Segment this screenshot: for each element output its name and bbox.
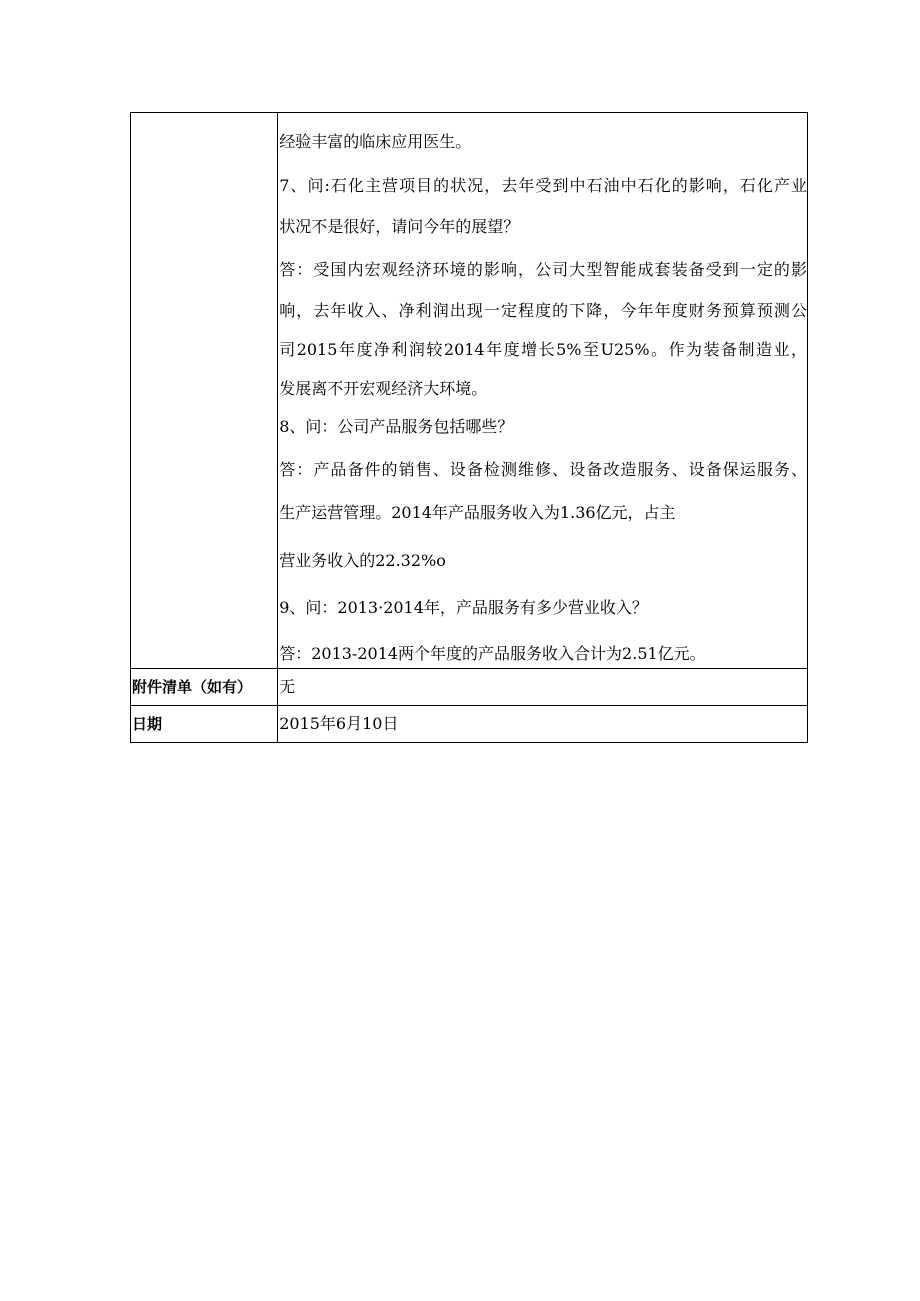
- text-line: 司2015年度净利润较2014年度增长5%至U25%。作为装备制造业，: [279, 340, 807, 359]
- content-label-cell: [131, 113, 278, 669]
- content-cell: [278, 113, 808, 669]
- text-line: 营业务收入的22.32%o: [279, 551, 446, 570]
- answer-8: 答：产品备件的销售、设备检测维修、设备改造服务、设备保运服务、: [279, 460, 807, 479]
- attachments-row: [131, 669, 808, 706]
- date-value: 2015年6月10日: [278, 706, 808, 743]
- text-line: 响，去年收入、净利润出现一定程度的下降，今年年度财务预算预测公: [279, 301, 807, 320]
- question-7: 7、问:石化主营项目的状况，去年受到中石油中石化的影响，石化产业: [279, 176, 807, 195]
- answer-9: 答：2013-2014两个年度的产品服务收入合计为2.51亿元。: [279, 644, 706, 663]
- record-table: [130, 112, 808, 743]
- date-row: [131, 706, 808, 743]
- question-9: 9、问：2013·2014年，产品服务有多少营业收入？: [279, 598, 648, 617]
- answer-7: 答：受国内宏观经济环境的影响，公司大型智能成套装备受到一定的影: [279, 260, 807, 279]
- text-line: 状况不是很好，请问今年的展望？: [279, 217, 520, 236]
- attachments-label: 附件清单（如有）: [131, 669, 278, 706]
- text-line: 生产运营管理。2014年产品服务收入为1.36亿元，占主: [279, 503, 676, 522]
- content-row: [131, 113, 808, 669]
- question-8: 8、问：公司产品服务包括哪些？: [279, 417, 514, 436]
- text-line: 经验丰富的临床应用医生。: [279, 132, 472, 151]
- attachments-value: 无: [278, 669, 808, 706]
- date-label: 日期: [131, 706, 278, 743]
- text-line: 发展离不开宏观经济大环境。: [279, 379, 488, 398]
